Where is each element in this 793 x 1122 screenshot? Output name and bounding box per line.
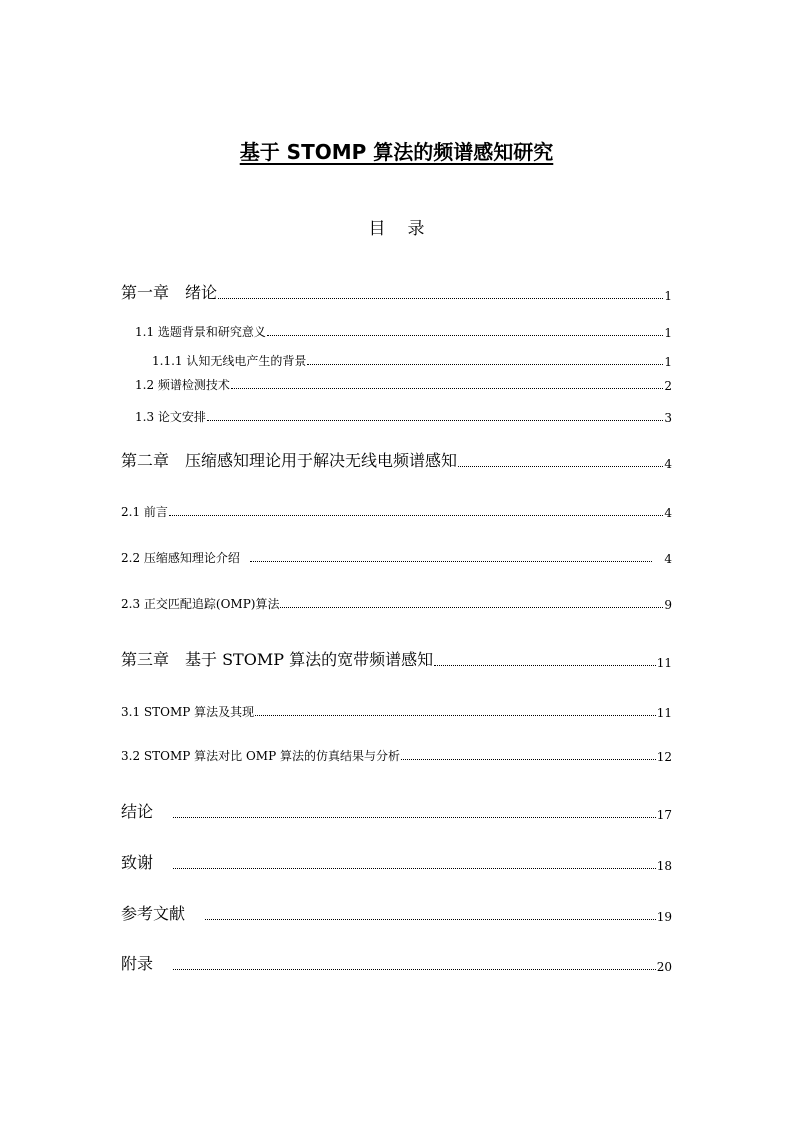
toc-entry-label: 1.1 选题背景和研究意义 xyxy=(135,325,266,339)
toc-entry[interactable] xyxy=(121,901,672,924)
toc-entry[interactable] xyxy=(121,799,672,822)
toc-entry-label: 致谢 xyxy=(121,853,154,872)
toc-entry-page: 1 xyxy=(664,326,672,340)
toc-entry[interactable] xyxy=(121,448,672,471)
toc-entry-label: 3.1 STOMP 算法及其现 xyxy=(121,705,255,719)
toc-entry[interactable] xyxy=(121,850,672,873)
toc-entry[interactable] xyxy=(152,352,672,369)
toc-entry-label: 参考文献 xyxy=(121,904,186,923)
dot-leader xyxy=(307,363,663,365)
toc-entry-page: 4 xyxy=(664,552,672,566)
dot-leader xyxy=(434,664,656,666)
dot-leader xyxy=(207,419,663,421)
toc-entry-page: 18 xyxy=(656,859,672,873)
toc-entry-page: 19 xyxy=(656,910,672,924)
toc-entry-label: 1.1.1 认知无线电产生的背景 xyxy=(152,354,307,368)
dot-leader xyxy=(267,334,663,336)
toc-entry-label: 附录 xyxy=(121,954,154,973)
toc-entry-label: 1.3 论文安排 xyxy=(135,410,206,424)
toc-entry-label: 第二章 压缩感知理论用于解决无线电频谱感知 xyxy=(121,451,458,470)
dot-leader xyxy=(280,606,663,608)
toc-entry-label: 2.3 正交匹配追踪(OMP)算法 xyxy=(121,597,280,611)
toc-entry[interactable] xyxy=(121,503,672,520)
toc-entry[interactable] xyxy=(121,647,672,670)
toc-entry-page: 11 xyxy=(656,706,672,720)
toc-entry[interactable] xyxy=(135,408,672,425)
toc-entry-label: 2.2 压缩感知理论介绍 xyxy=(121,551,240,565)
dot-leader xyxy=(401,758,656,760)
toc-entry[interactable] xyxy=(121,549,672,566)
toc-entry-label: 3.2 STOMP 算法对比 OMP 算法的仿真结果与分析 xyxy=(121,749,400,763)
toc-entry-page: 11 xyxy=(656,656,672,670)
toc-entry[interactable] xyxy=(121,747,672,764)
toc-entry-page: 17 xyxy=(656,808,672,822)
toc-entry[interactable] xyxy=(135,376,672,393)
toc-entry-page: 2 xyxy=(664,379,672,393)
toc-entry-page: 9 xyxy=(664,598,672,612)
toc-entry-label: 1.2 频谱检测技术 xyxy=(135,378,230,392)
toc-entry[interactable] xyxy=(121,595,672,612)
dot-leader xyxy=(173,968,656,970)
toc-entry[interactable] xyxy=(121,951,672,974)
dot-leader xyxy=(173,816,656,818)
toc-entry[interactable] xyxy=(121,703,672,720)
toc-entry-page: 12 xyxy=(656,750,672,764)
toc-heading: 目录 xyxy=(368,219,447,239)
toc-entry-page: 4 xyxy=(664,506,672,520)
dot-leader xyxy=(231,387,663,389)
document-title: 基于 STOMP 算法的频谱感知研究 xyxy=(239,140,554,164)
toc-entry-label: 第三章 基于 STOMP 算法的宽带频谱感知 xyxy=(121,650,434,669)
dot-leader xyxy=(173,867,656,869)
toc-entry[interactable] xyxy=(135,323,672,340)
toc-entry-label: 第一章 绪论 xyxy=(121,283,218,302)
toc-entry-page: 3 xyxy=(664,411,672,425)
toc-entry-label: 结论 xyxy=(121,802,154,821)
toc-entry-page: 4 xyxy=(664,457,672,471)
dot-leader xyxy=(250,560,652,562)
toc-entry-page: 20 xyxy=(656,960,672,974)
toc-entry-label: 2.1 前言 xyxy=(121,505,168,519)
toc-entry[interactable] xyxy=(121,280,672,303)
dot-leader xyxy=(205,918,656,920)
dot-leader xyxy=(169,514,663,516)
dot-leader xyxy=(255,714,656,716)
toc-entry-page: 1 xyxy=(664,289,672,303)
dot-leader xyxy=(218,297,663,299)
toc-entry-page: 1 xyxy=(664,355,672,369)
dot-leader xyxy=(458,465,663,467)
